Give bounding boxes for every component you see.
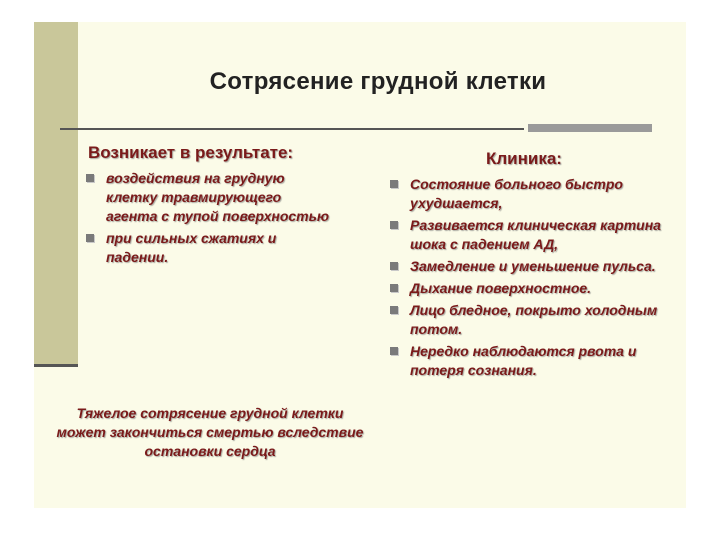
left-column-note: Тяжелое сотрясение грудной клетки может закончиться смертью вследствие остановки сердца bbox=[56, 405, 364, 459]
right-column-heading: Клиника: bbox=[486, 149, 562, 168]
list-item bbox=[86, 229, 336, 267]
list-item bbox=[86, 169, 336, 226]
square-bullet-icon bbox=[86, 174, 94, 182]
square-bullet-icon bbox=[86, 234, 94, 242]
square-bullet-icon bbox=[390, 180, 398, 188]
decorative-side-bar bbox=[34, 22, 78, 367]
list-item-text: Лицо бледное, покрыто холодным потом. bbox=[410, 302, 658, 337]
list-item-text: Состояние больного быстро ухудшается, bbox=[410, 176, 623, 211]
square-bullet-icon bbox=[390, 262, 398, 270]
left-column-heading: Возникает в результате: bbox=[88, 143, 294, 162]
square-bullet-icon bbox=[390, 284, 398, 292]
square-bullet-icon bbox=[390, 221, 398, 229]
square-bullet-icon bbox=[390, 306, 398, 314]
square-bullet-icon bbox=[390, 347, 398, 355]
list-item-text: Замедление и уменьшение пульса. bbox=[410, 258, 656, 274]
list-item bbox=[390, 342, 675, 380]
list-item bbox=[390, 279, 675, 298]
title-divider bbox=[60, 128, 524, 130]
list-item bbox=[390, 301, 675, 339]
right-bullet-list bbox=[390, 175, 675, 383]
list-item bbox=[390, 216, 675, 254]
list-item-text: Развивается клиническая картина шока с падением АД, bbox=[410, 217, 661, 252]
list-item-text: Нередко наблюдаются рвота и потеря сознания. bbox=[410, 343, 637, 378]
title-divider-accent bbox=[528, 124, 652, 132]
slide-title: Сотрясение грудной клетки bbox=[209, 68, 547, 95]
left-bullet-list bbox=[86, 169, 336, 270]
list-item-text: Дыхание поверхностное. bbox=[410, 280, 592, 296]
list-item bbox=[390, 175, 675, 213]
list-item-text: воздействия на грудную клетку травмирующего агента с тупой поверхностью bbox=[106, 170, 330, 224]
list-item-text: при сильных сжатиях и падении. bbox=[106, 230, 277, 265]
side-bar-underline bbox=[34, 364, 78, 367]
list-item bbox=[390, 257, 675, 276]
